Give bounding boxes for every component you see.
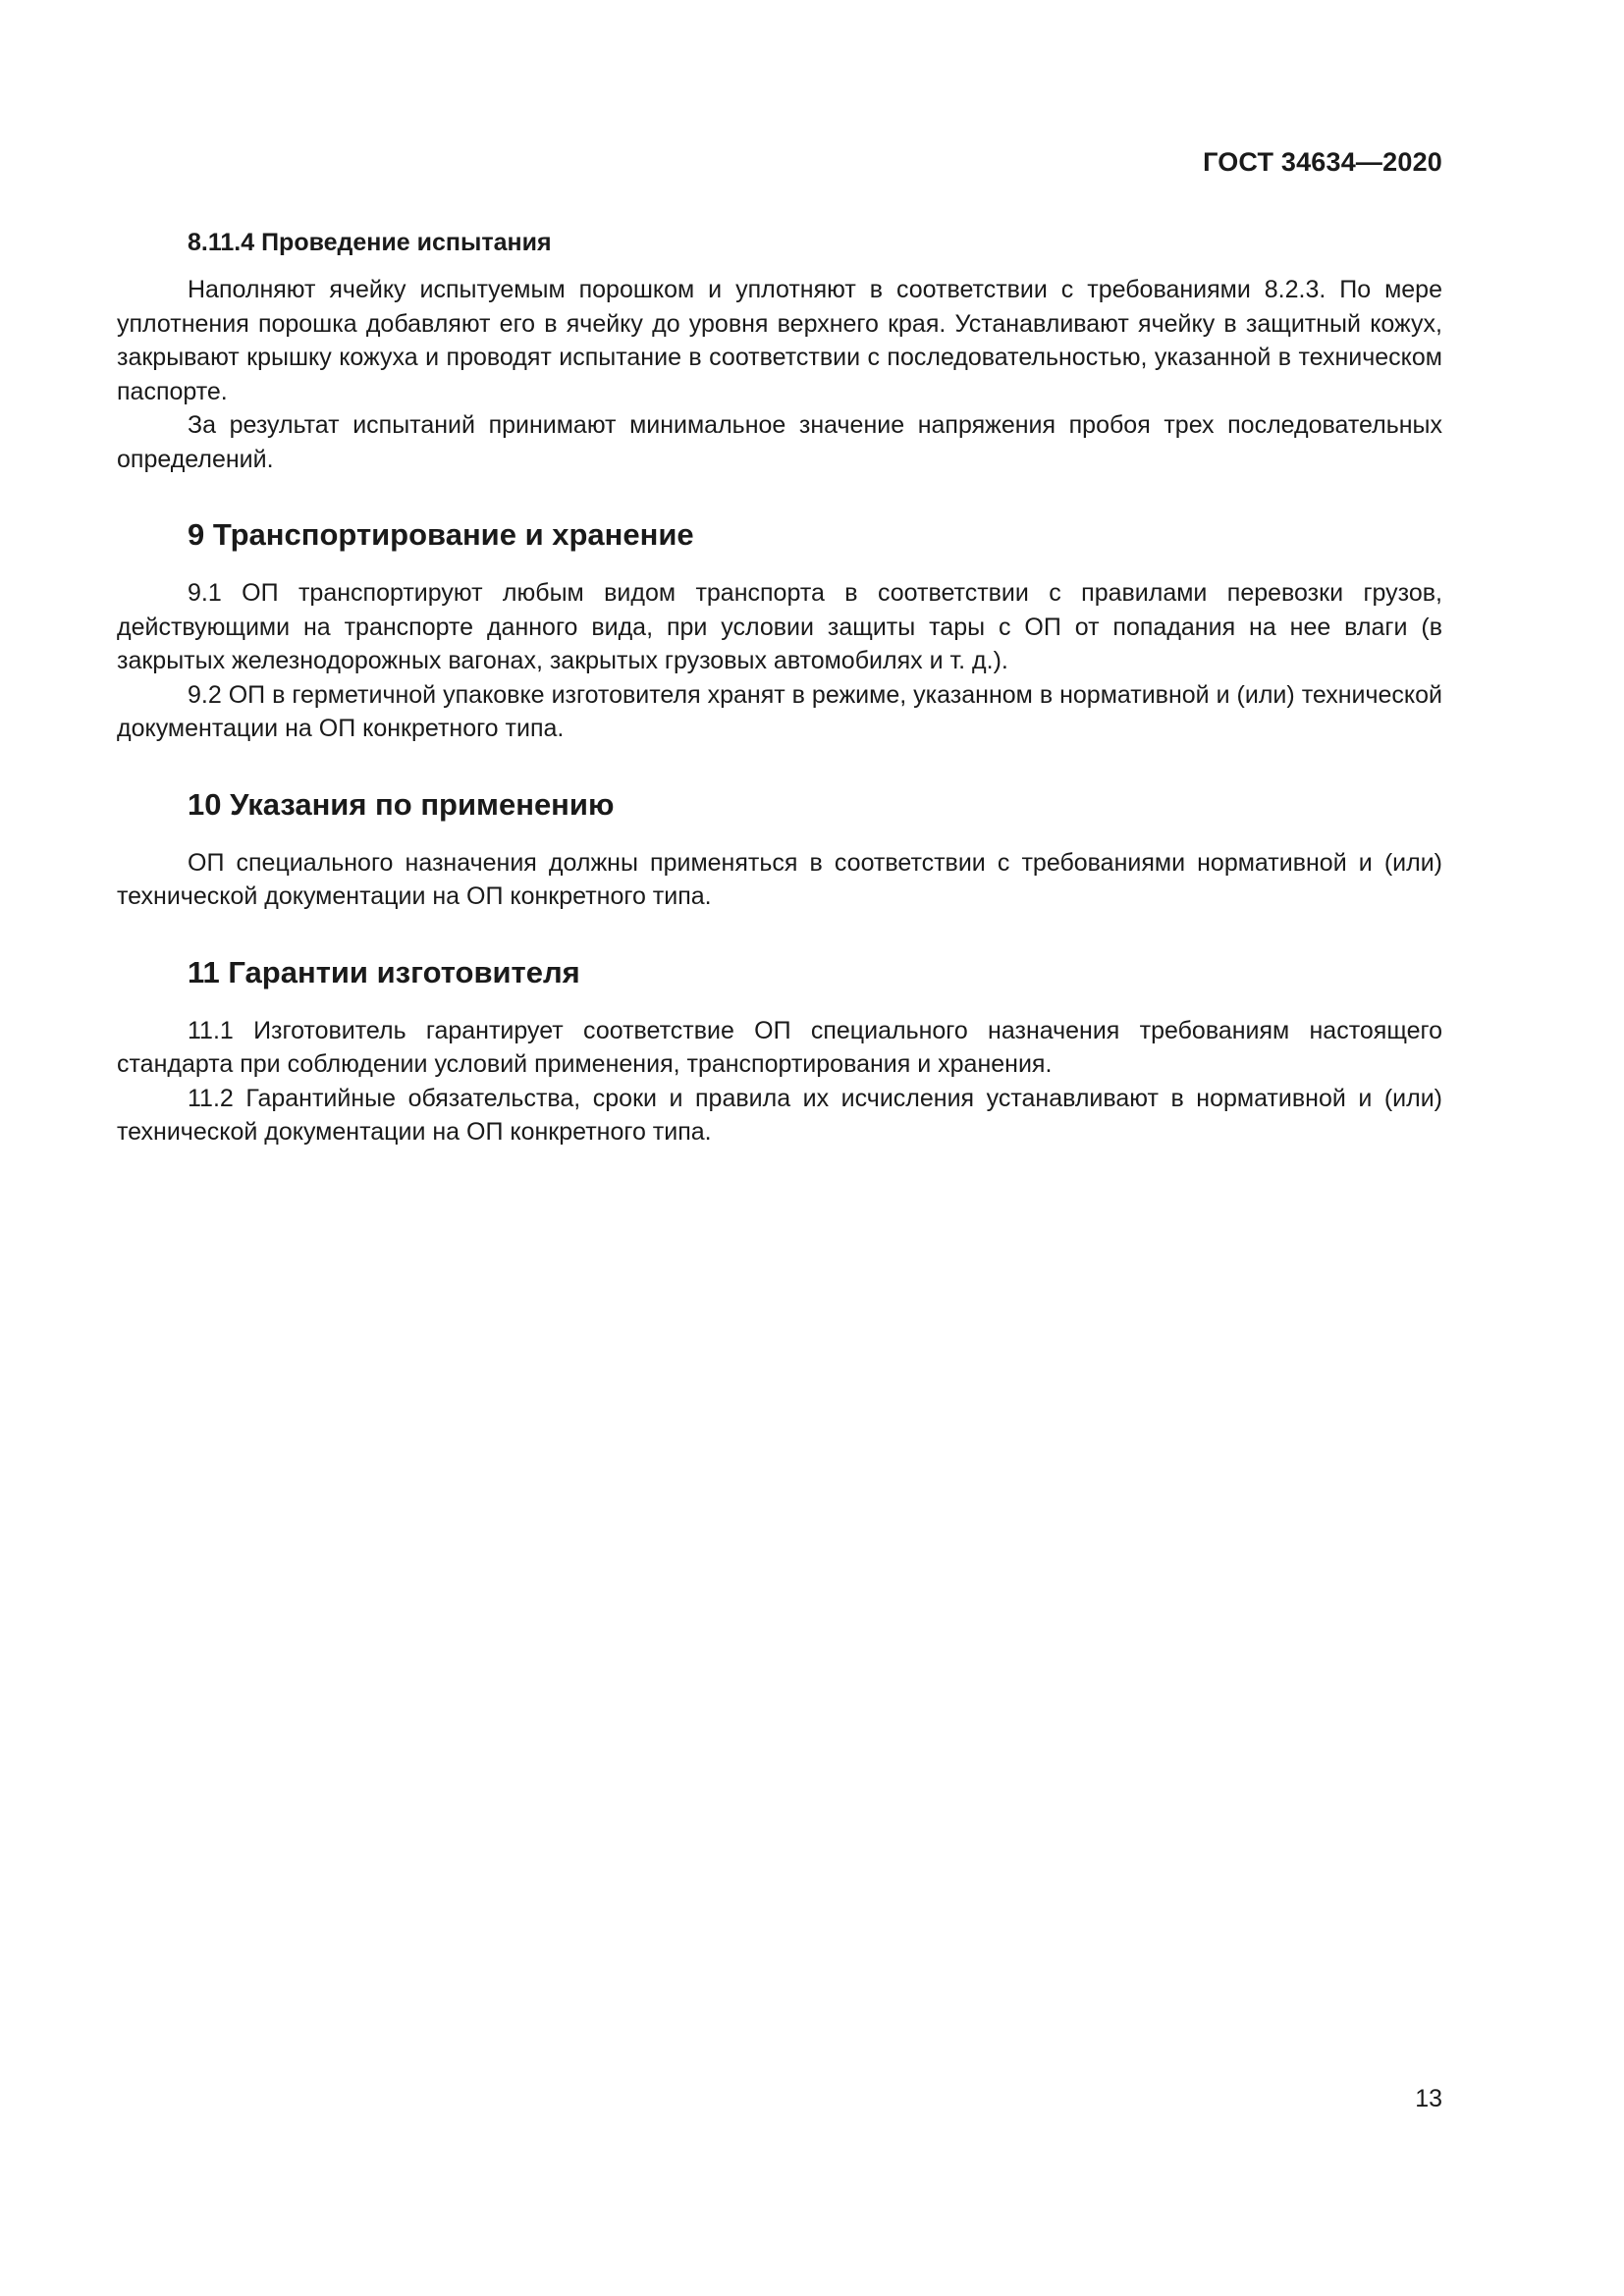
paragraph: 9.2 ОП в герметичной упаковке изготовителя хранят в режиме, указанном в нормативной и (или) технической документации на ОП конкретного типа. [117, 680, 1442, 742]
paragraph: За результат испытаний принимают минимальное значение напряжения пробоя трех последовательных определений. [117, 411, 1442, 473]
paragraph: 9.1 ОП транспортируют любым видом транспорта в соответствии с правилами перевозки грузов, действующими на транспорте данного вида, при условии защиты тары с ОП от попадания на нее влаги (в закрытых железнодорожных вагонах, закрытых грузовых автомобилях и т. д.). [117, 579, 1442, 674]
section-heading-10: 10 Указания по применению [188, 786, 615, 822]
document-code: ГОСТ 34634—2020 [1203, 147, 1442, 177]
page-number: 13 [1415, 2085, 1442, 2112]
page-content [117, 226, 1442, 1149]
paragraph: 11.2 Гарантийные обязательства, сроки и правила их исчисления устанавливают в нормативной и (или) технической документации на ОП конкретного типа. [117, 1084, 1442, 1146]
paragraph: ОП специального назначения должны применяться в соответствии с требованиями нормативной и (или) технической документации на ОП конкретного типа. [117, 848, 1442, 910]
paragraph: 11.1 Изготовитель гарантирует соответствие ОП специального назначения требованиям настоящего стандарта при соблюдении условий применения, транспортирования и хранения. [117, 1016, 1442, 1078]
section-heading-9: 9 Транспортирование и хранение [188, 517, 694, 552]
subsection-heading-8-11-4: 8.11.4 Проведение испытания [188, 229, 552, 256]
section-heading-11: 11 Гарантии изготовителя [188, 954, 580, 989]
paragraph: Наполняют ячейку испытуемым порошком и уплотняют в соответствии с требованиями 8.2.3. По мере уплотнения порошка добавляют его в ячейку до уровня верхнего края. Устанавливают ячейку в защитный кожух, закрывают крышку кожуха и проводят испытание в соответствии с последовательностью, указанной в техническом паспорте. [117, 276, 1442, 405]
